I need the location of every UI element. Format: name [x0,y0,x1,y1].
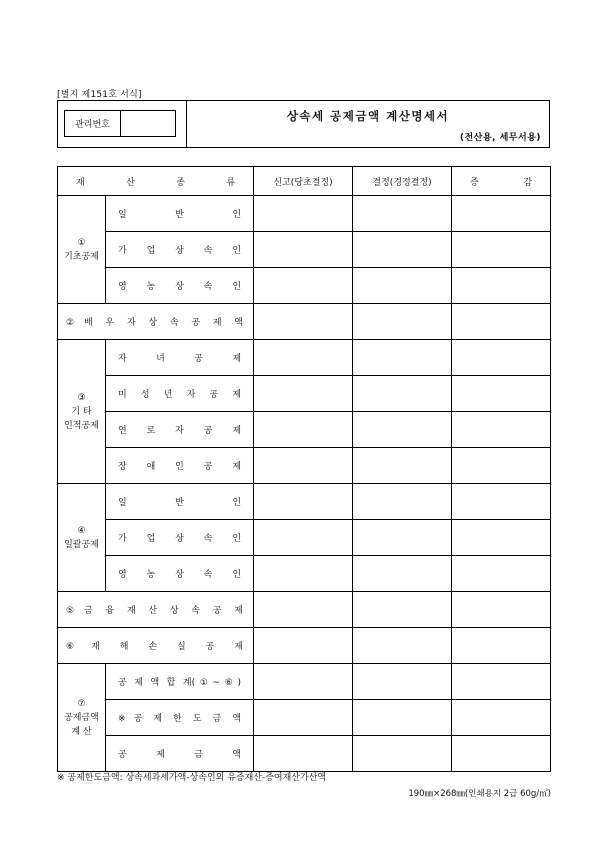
cell-change[interactable] [452,196,551,232]
cell-report[interactable] [254,304,353,340]
table-row [58,700,551,736]
table-row [58,340,551,376]
calc-deduction-text-2: 계 산 [71,726,92,737]
cell-change[interactable] [452,232,551,268]
cell-change[interactable] [452,340,551,376]
cell-report[interactable] [254,484,353,520]
cell-change[interactable] [452,448,551,484]
cell-decision[interactable] [353,736,452,772]
cell-report[interactable] [254,412,353,448]
header-change: 증 감 [452,167,551,196]
header-report: 신고(당초결정) [254,167,353,196]
table-row [58,520,551,556]
lump-deduction-text: 일괄공제 [64,539,99,550]
print-spec: 190㎜×268㎜(인쇄용지 2급 60g/㎡) [408,789,551,799]
header-property-type: 재 산 종 류 [58,167,254,196]
cell-decision[interactable] [353,340,452,376]
cell-change[interactable] [452,556,551,592]
cell-decision[interactable] [353,304,452,340]
cell-decision[interactable] [353,196,452,232]
row-label: 일 반 인 [106,196,254,232]
document-header [57,100,550,148]
management-number-field[interactable] [121,111,175,136]
row-label: 영 농 상 속 인 [106,268,254,304]
form-number-label: [별지 제151호 서식] [57,90,142,100]
table-row [58,664,551,700]
cell-change[interactable] [452,520,551,556]
cell-decision[interactable] [353,556,452,592]
table-row [58,556,551,592]
cell-decision[interactable] [353,520,452,556]
table-row [58,592,551,628]
cell-decision[interactable] [353,664,452,700]
table-header-row [58,167,551,196]
cell-report[interactable] [254,376,353,412]
financial-deduction-label: ⑤금 융 재 산 상 속 공 제 [58,592,254,628]
table-row [58,484,551,520]
cell-decision[interactable] [353,484,452,520]
basic-deduction-text: 기초공제 [64,251,99,262]
cell-change[interactable] [452,484,551,520]
table-row [58,412,551,448]
row-label: 미 성 년 자 공 제 [106,376,254,412]
table-row [58,448,551,484]
cell-report[interactable] [254,664,353,700]
cell-decision[interactable] [353,592,452,628]
other-deduction-number: ③ [77,392,86,403]
cell-report[interactable] [254,232,353,268]
calc-deduction-text-1: 공제금액 [64,712,99,723]
row-label: 공 제 액 합 계(①~⑥) [106,664,254,700]
management-number-box [64,110,176,137]
cell-report[interactable] [254,520,353,556]
document-title: 상속세 공제금액 계산명세서 [286,109,450,123]
table-row [58,736,551,772]
table-row [58,232,551,268]
lump-deduction-number: ④ [77,525,86,536]
disaster-deduction-label: ⑥재 해 손 실 공 제 [58,628,254,664]
cell-report[interactable] [254,196,353,232]
document-subtitle: (전산용, 세무서용) [459,133,541,143]
spouse-deduction-label: ②배 우 자 상 속 공 제 액 [58,304,254,340]
cell-decision[interactable] [353,268,452,304]
cell-change[interactable] [452,412,551,448]
table-row [58,268,551,304]
cell-decision[interactable] [353,700,452,736]
cell-report[interactable] [254,736,353,772]
cell-decision[interactable] [353,232,452,268]
calc-deduction-number: ⑦ [77,698,86,709]
table-row [58,376,551,412]
table-row [58,304,551,340]
cell-change[interactable] [452,628,551,664]
table-row [58,196,551,232]
footnote: ※ 공제한도금액: 상속세과세가액-상속인외 유증재산-증여재산가산액 [57,773,327,783]
cell-report[interactable] [254,340,353,376]
row-label: ※공 제 한 도 금 액 [106,700,254,736]
cell-change[interactable] [452,376,551,412]
calc-deduction-label [58,664,106,772]
cell-decision[interactable] [353,376,452,412]
cell-report[interactable] [254,556,353,592]
table-row [58,628,551,664]
cell-report[interactable] [254,448,353,484]
cell-change[interactable] [452,700,551,736]
cell-decision[interactable] [353,628,452,664]
cell-change[interactable] [452,592,551,628]
cell-report[interactable] [254,628,353,664]
other-deduction-text-2: 인적공제 [64,420,99,431]
cell-report[interactable] [254,268,353,304]
cell-change[interactable] [452,736,551,772]
cell-report[interactable] [254,700,353,736]
cell-report[interactable] [254,592,353,628]
lump-deduction-label [58,484,106,592]
basic-deduction-number: ① [77,237,86,248]
row-label: 가 업 상 속 인 [106,232,254,268]
row-label: 공 제 금 액 [106,736,254,772]
cell-decision[interactable] [353,412,452,448]
row-label: 가 업 상 속 인 [106,520,254,556]
basic-deduction-label [58,196,106,304]
other-deduction-text-1: 기 타 [71,406,92,417]
cell-change[interactable] [452,304,551,340]
cell-change[interactable] [452,664,551,700]
row-label: 연 로 자 공 제 [106,412,254,448]
cell-decision[interactable] [353,448,452,484]
row-label: 자 녀 공 제 [106,340,254,376]
row-label: 일 반 인 [106,484,254,520]
management-number-label: 관리번호 [65,111,121,136]
cell-change[interactable] [452,268,551,304]
other-deduction-label [58,340,106,484]
header-decision: 결정(경정결정) [353,167,452,196]
row-label: 장 애 인 공 제 [106,448,254,484]
deduction-table [57,166,551,772]
row-label: 영 농 상 속 인 [106,556,254,592]
